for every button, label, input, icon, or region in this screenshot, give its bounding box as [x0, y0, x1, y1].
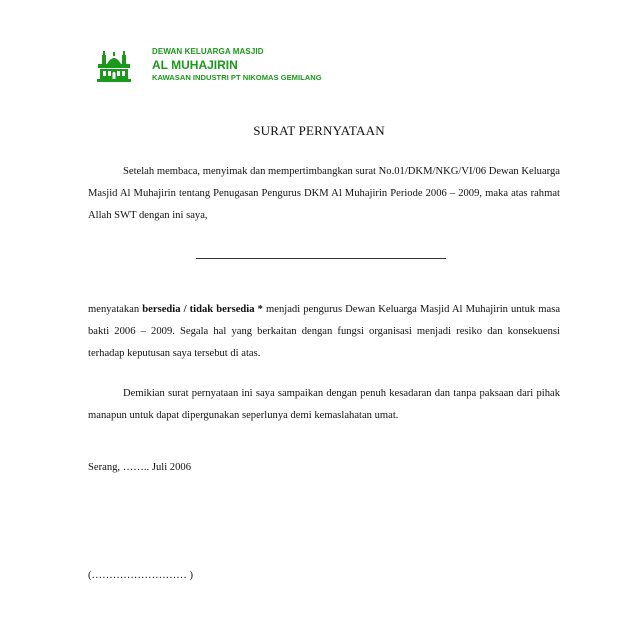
paragraph-statement: [88, 299, 560, 365]
name-blank-line: [196, 258, 446, 259]
signature-line: (……………………… ): [88, 570, 194, 581]
paragraph-intro: Setelah membaca, menyimak dan mempertimbangkan surat No.01/DKM/NKG/VI/06 Dewan Keluarga Masjid Al Muhajirin tentang Penugasan Pengurus DKM Al Muhajirin Periode 2006 – 2009, maka atas rahmat Allah SWT dengan ini saya,: [88, 166, 560, 221]
statement-prefix: menyatakan: [88, 304, 143, 315]
statement-suffix: menjadi pengurus Dewan Keluarga Masjid Al Muhajirin untuk masa bakti 2006 – 2009. Segala hal yang berkaitan dengan fungsi organisasi menjadi resiko dan konsekuensi terhadap keputusan saya tersebut di atas.: [88, 304, 561, 359]
org-name-line2: AL MUHAJIRIN: [152, 58, 238, 72]
org-name-line1: DEWAN KELUARGA MASJID: [152, 47, 264, 56]
document-title: SURAT PERNYATAAN: [253, 123, 385, 138]
paragraph-closing: Demikian surat pernyataan ini saya sampaikan dengan penuh kesadaran dan tanpa paksaan dari pihak manapun untuk dapat dipergunakan seperlunya demi kemaslahatan umat.: [88, 388, 560, 421]
org-address: KAWASAN INDUSTRI PT NIKOMAS GEMILANG: [152, 73, 322, 82]
statement-choice: bersedia / tidak bersedia *: [142, 304, 263, 315]
mosque-icon: [96, 48, 132, 84]
letterhead: [152, 47, 322, 83]
place-date: Serang, …….. Juli 2006: [88, 462, 191, 473]
